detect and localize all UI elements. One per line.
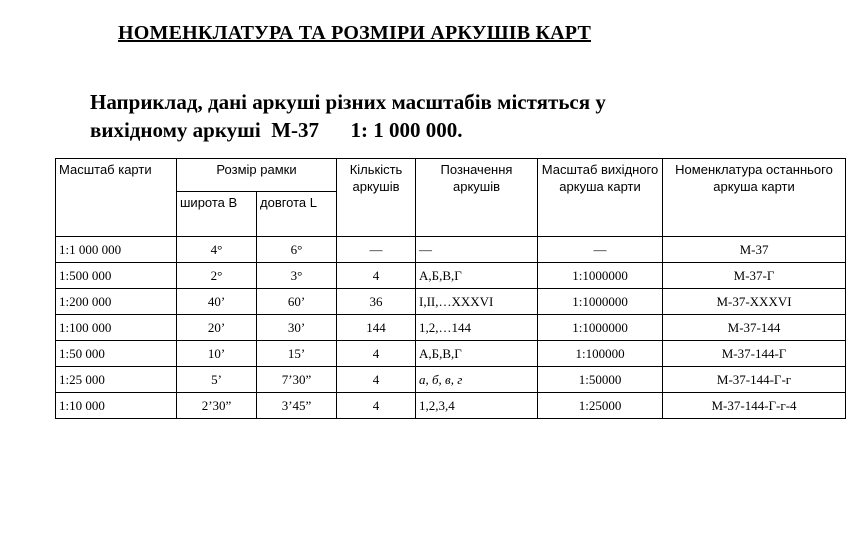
cell-scale: 1:500 000 xyxy=(56,263,177,289)
cell-source-scale: 1:1000000 xyxy=(538,315,663,341)
cell-count: 4 xyxy=(337,341,416,367)
cell-latitude: 2° xyxy=(177,263,257,289)
header-last-nomenclature: Номенклатура останнього аркуша карти xyxy=(663,159,846,237)
table-row xyxy=(56,315,846,341)
intro-text xyxy=(90,88,606,144)
cell-source-scale: 1:1000000 xyxy=(538,289,663,315)
intro-line-2: вихідному аркуші М-37 1: 1 000 000. xyxy=(90,118,463,142)
header-frame-size: Розмір рамки xyxy=(177,159,337,192)
cell-source-scale: 1:1000000 xyxy=(538,263,663,289)
cell-latitude: 20’ xyxy=(177,315,257,341)
cell-scale: 1:50 000 xyxy=(56,341,177,367)
cell-longitude: 30’ xyxy=(257,315,337,341)
cell-latitude: 4° xyxy=(177,237,257,263)
cell-longitude: 7’30” xyxy=(257,367,337,393)
cell-designation: А,Б,В,Г xyxy=(416,341,538,367)
page-title: НОМЕНКЛАТУРА ТА РОЗМІРИ АРКУШІВ КАРТ xyxy=(118,22,592,44)
cell-scale: 1:25 000 xyxy=(56,367,177,393)
cell-scale: 1:1 000 000 xyxy=(56,237,177,263)
cell-longitude: 3° xyxy=(257,263,337,289)
cell-longitude: 3’45” xyxy=(257,393,337,419)
intro-line-1: Наприклад, дані аркуші різних масштабів містяться у xyxy=(90,90,606,114)
cell-source-scale: 1:100000 xyxy=(538,341,663,367)
cell-count: 144 xyxy=(337,315,416,341)
cell-latitude: 2’30” xyxy=(177,393,257,419)
header-latitude: широта B xyxy=(177,192,257,237)
cell-longitude: 60’ xyxy=(257,289,337,315)
cell-count: 36 xyxy=(337,289,416,315)
table-row xyxy=(56,393,846,419)
cell-scale: 1:10 000 xyxy=(56,393,177,419)
table-body xyxy=(56,237,846,419)
cell-nomenclature: М-37-144-Г xyxy=(663,341,846,367)
table-row xyxy=(56,367,846,393)
table-row xyxy=(56,263,846,289)
cell-latitude: 40’ xyxy=(177,289,257,315)
cell-designation: –– xyxy=(416,237,538,263)
cell-count: 4 xyxy=(337,263,416,289)
cell-longitude: 6° xyxy=(257,237,337,263)
cell-designation: а, б, в, г xyxy=(416,367,538,393)
header-source-scale: Масштаб вихідного аркуша карти xyxy=(538,159,663,237)
cell-designation: І,ІІ,…XXXVI xyxy=(416,289,538,315)
header-scale: Масштаб карти xyxy=(56,159,177,237)
cell-nomenclature: М-37-144 xyxy=(663,315,846,341)
header-longitude: довгота L xyxy=(257,192,337,237)
cell-nomenclature: М-37-Г xyxy=(663,263,846,289)
cell-nomenclature: М-37-144-Г-г-4 xyxy=(663,393,846,419)
header-count: Кількість аркушів xyxy=(337,159,416,237)
cell-longitude: 15’ xyxy=(257,341,337,367)
cell-nomenclature: М-37-144-Г-г xyxy=(663,367,846,393)
cell-count: 4 xyxy=(337,393,416,419)
cell-count: –– xyxy=(337,237,416,263)
table-row xyxy=(56,341,846,367)
cell-latitude: 10’ xyxy=(177,341,257,367)
cell-scale: 1:200 000 xyxy=(56,289,177,315)
cell-nomenclature: М-37 xyxy=(663,237,846,263)
cell-latitude: 5’ xyxy=(177,367,257,393)
sheet-size-table xyxy=(55,158,846,419)
table-header-row-1 xyxy=(56,159,846,192)
cell-source-scale: 1:50000 xyxy=(538,367,663,393)
cell-source-scale: 1:25000 xyxy=(538,393,663,419)
cell-source-scale: –– xyxy=(538,237,663,263)
cell-designation: А,Б,В,Г xyxy=(416,263,538,289)
cell-nomenclature: М-37-XXXVI xyxy=(663,289,846,315)
cell-scale: 1:100 000 xyxy=(56,315,177,341)
cell-count: 4 xyxy=(337,367,416,393)
table-row xyxy=(56,289,846,315)
table-row xyxy=(56,237,846,263)
header-designation: Позначення аркушів xyxy=(416,159,538,237)
cell-designation: 1,2,…144 xyxy=(416,315,538,341)
cell-designation: 1,2,3,4 xyxy=(416,393,538,419)
